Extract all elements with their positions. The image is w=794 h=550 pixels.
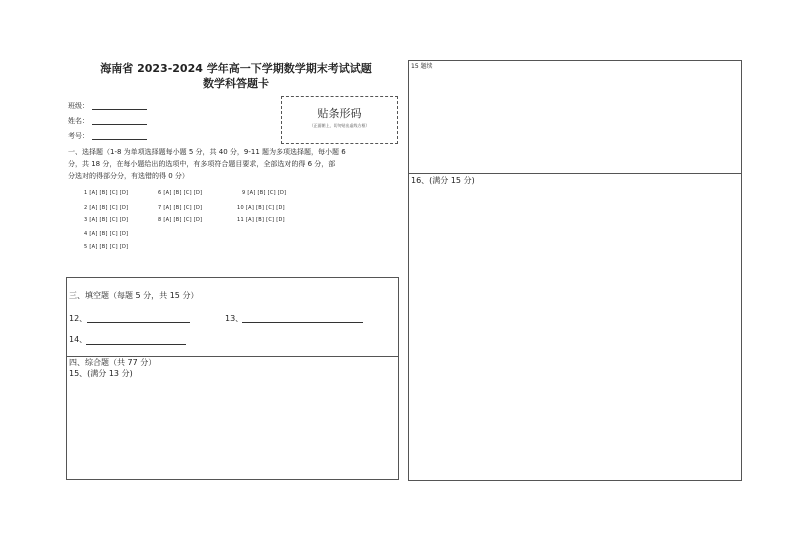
name-label: 姓名： (68, 117, 89, 125)
right-panel-divider (408, 173, 742, 174)
exam-number-field[interactable] (92, 139, 147, 140)
q15-label: 15、(满分 13 分) (69, 369, 133, 378)
right-answer-panel[interactable] (408, 60, 742, 481)
class-field[interactable] (92, 109, 147, 110)
page-subtitle: 数学科答题卡 (203, 77, 269, 90)
class-label: 班级： (68, 102, 89, 110)
q12-label: 12、 (69, 314, 88, 323)
section1-line3: 分选对的得部分分，有选错的得 0 分） (68, 172, 189, 180)
section1-heading: 一、选择题（1-8 为单项选择题每小题 5 分，共 40 分，9-11 题为多项选择题，每小题 6 (68, 148, 346, 156)
q14-label: 14、 (69, 335, 88, 344)
barcode-title: 贴条形码 (317, 107, 362, 120)
section4-heading: 四、综合题（共 77 分） (69, 358, 157, 367)
option-row-9[interactable]: 9 [A] [B] [C] [D] (242, 190, 287, 196)
option-row-1[interactable]: 1 [A] [B] [C] [D] (84, 190, 129, 196)
q13-label: 13、 (225, 314, 244, 323)
option-row-10[interactable]: 10 [A] [B] [C] [D] (237, 205, 285, 211)
section1-instructions (68, 146, 404, 182)
section3-heading: 三、填空题（每题 5 分，共 15 分） (69, 291, 199, 300)
option-row-3[interactable]: 3 [A] [B] [C] [D] (84, 217, 129, 223)
option-row-6[interactable]: 6 [A] [B] [C] [D] (158, 190, 203, 196)
name-field[interactable] (92, 124, 147, 125)
option-row-7[interactable]: 7 [A] [B] [C] [D] (158, 205, 203, 211)
q15-continue-label: 15 题续 (411, 63, 433, 70)
q16-label: 16、(满分 15 分) (411, 176, 475, 185)
option-row-8[interactable]: 8 [A] [B] [C] [D] (158, 217, 203, 223)
option-row-2[interactable]: 2 [A] [B] [C] [D] (84, 205, 129, 211)
option-row-4[interactable]: 4 [A] [B] [C] [D] (84, 231, 129, 237)
q12-answer-line[interactable] (87, 322, 190, 323)
barcode-area (281, 96, 398, 144)
section1-line2: 分，共 18 分，在每小题给出的选项中，有多项符合题目要求，全部选对的得 6 分，部 (68, 160, 336, 168)
q13-answer-line[interactable] (242, 322, 363, 323)
barcode-note: （正面朝上，切勿贴出虚线方框） (309, 123, 370, 128)
q14-answer-line[interactable] (86, 344, 186, 345)
option-row-11[interactable]: 11 [A] [B] [C] [D] (237, 217, 285, 223)
option-row-5[interactable]: 5 [A] [B] [C] [D] (84, 244, 129, 250)
exam-number-label: 考号： (68, 132, 89, 140)
page-title: 海南省 2023-2024 学年高一下学期数学期末考试试题 (100, 62, 372, 75)
